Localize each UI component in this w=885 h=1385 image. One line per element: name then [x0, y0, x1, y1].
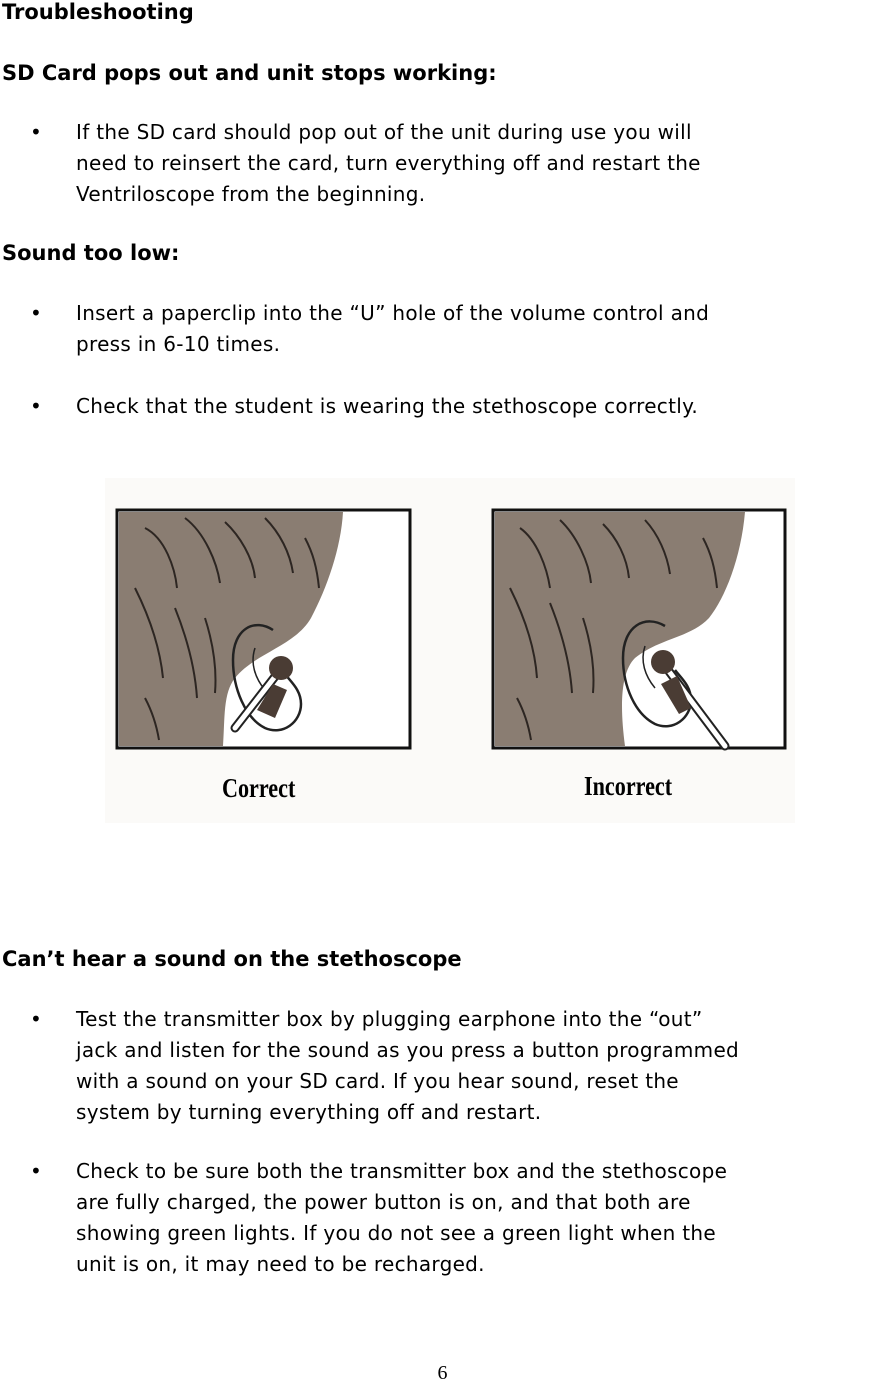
ear-placement-figure	[105, 478, 795, 823]
incorrect-panel	[493, 510, 785, 748]
bullet-text: Test the transmitter box by plugging earphone into the “out” jack and listen for the sound as you press a button programmed with a sound on your SD card. If you hear sound, reset the system by turning everything off and restart.	[76, 1007, 740, 1124]
page-title: Troubleshooting	[2, 0, 194, 24]
bullet-marker: •	[30, 120, 43, 144]
bullet-text: Check that the student is wearing the stethoscope correctly.	[76, 394, 699, 418]
section-heading-sd-card: SD Card pops out and unit stops working:	[2, 61, 497, 85]
ear-placement-illustration	[105, 478, 795, 823]
incorrect-earpiece	[651, 650, 675, 674]
bullet-text: Insert a paperclip into the “U” hole of the volume control and press in 6-10 times.	[76, 301, 710, 356]
figure-caption-correct: Correct	[222, 773, 296, 803]
correct-earpiece	[269, 656, 293, 680]
figure-caption-incorrect: Incorrect	[584, 771, 673, 801]
bullet-marker: •	[30, 394, 43, 418]
bullet-text: Check to be sure both the transmitter box and the stethoscope are fully charged, the power button is on, and that both are showing green lights. If you do not see a green light when the unit is on, it may need to be recharged.	[76, 1159, 728, 1276]
bullet-marker: •	[30, 1159, 43, 1183]
bullet-text: If the SD card should pop out of the unit during use you will need to reinsert the card, turn everything off and restart the Ventriloscope from the beginning.	[76, 120, 701, 206]
section-heading-sound-low: Sound too low:	[2, 241, 180, 265]
bullet-marker: •	[30, 301, 43, 325]
section-heading-no-sound: Can’t hear a sound on the stethoscope	[2, 947, 462, 971]
page-number: 6	[437, 1362, 448, 1384]
bullet-marker: •	[30, 1007, 43, 1031]
correct-panel	[117, 510, 410, 748]
